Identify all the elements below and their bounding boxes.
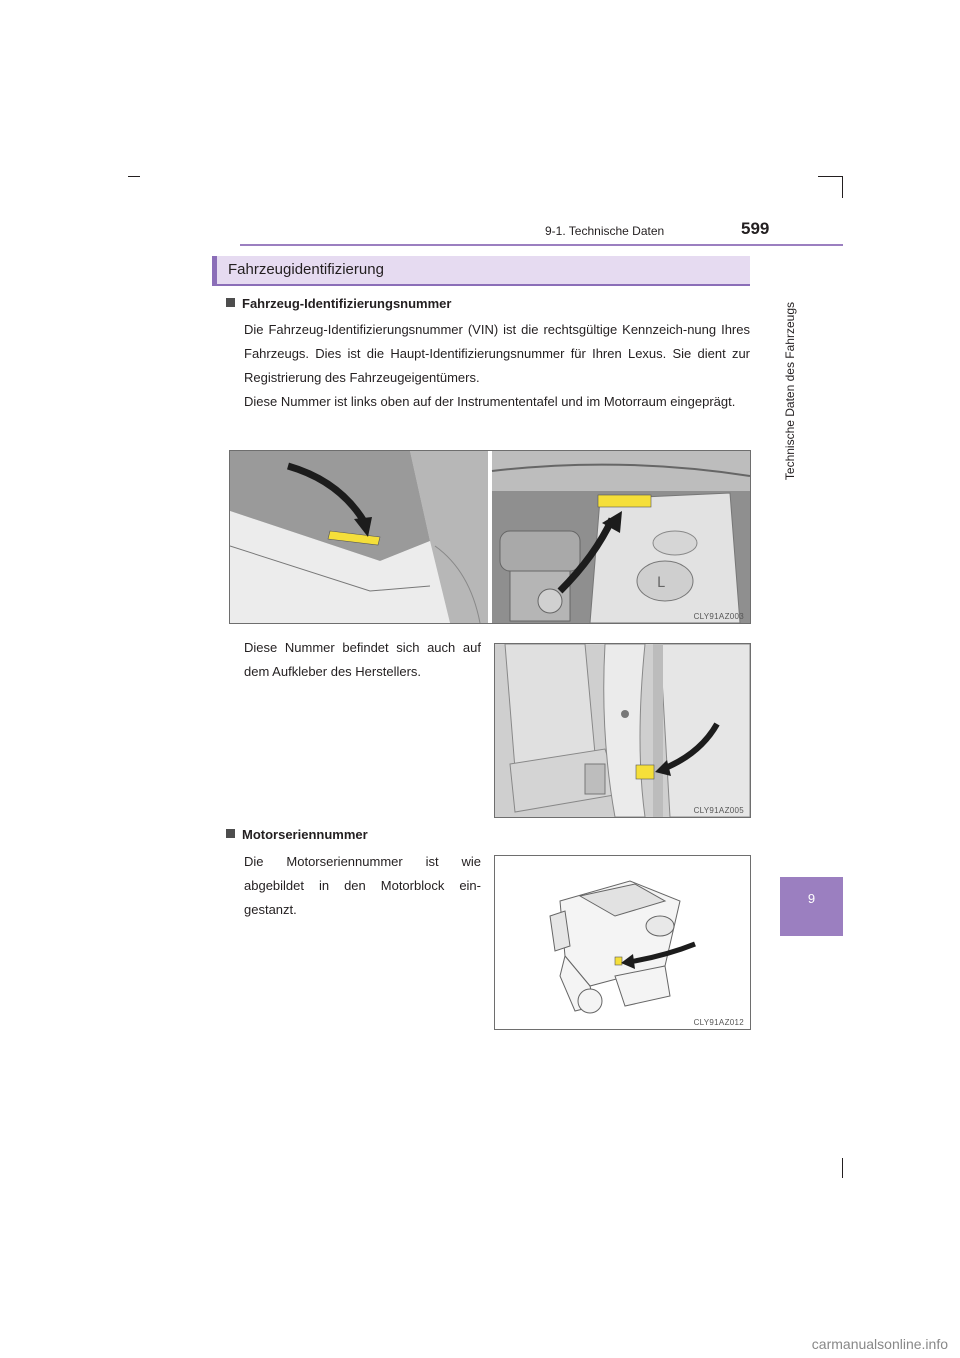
vin-label-engine xyxy=(598,495,651,507)
vin-paragraph-3: Diese Nummer befindet sich auch auf dem Aufkleber des Herstellers. xyxy=(244,640,481,679)
chapter-number: 9 xyxy=(807,891,816,906)
vin-subheading-text: Fahrzeug-Identifizierungsnummer xyxy=(242,296,452,311)
vin-locations-illustration xyxy=(230,451,750,623)
vin-paragraph-1: Die Fahrzeug-Identifizierungsnummer (VIN) ist die rechtsgültige Kennzeich-nung Ihres Fahrzeugs. Dies ist die Haupt-Identifizierungsnummer für Ihren Lexus. Sie dient zur Registrierung des Fahrzeugeigentümers. xyxy=(244,322,750,385)
section-heading xyxy=(212,256,750,286)
figure-engine-number xyxy=(494,855,751,1030)
figure-vin-locations xyxy=(229,450,751,624)
engine-subheading xyxy=(226,827,368,842)
engine-subheading-text: Motorseriennummer xyxy=(242,827,368,842)
square-bullet-icon xyxy=(226,829,235,838)
figure-code: CLY91AZ012 xyxy=(693,1018,744,1027)
svg-text:L: L xyxy=(657,575,665,591)
engine-paragraph: Die Motorseriennummer ist wie abgebildet in den Motorblock ein-gestanzt. xyxy=(244,854,481,917)
chapter-tab xyxy=(780,877,843,936)
vin-paragraph-2: Diese Nummer ist links oben auf der Instrumententafel und im Motorraum eingeprägt. xyxy=(244,394,736,409)
header-rule xyxy=(240,244,843,246)
crop-mark xyxy=(818,176,842,177)
figure-code: CLY91AZ003 xyxy=(693,612,744,621)
manufacturer-sticker xyxy=(636,765,654,779)
figure-manufacturer-label xyxy=(494,643,751,818)
crop-mark xyxy=(128,176,140,177)
engine-number-location xyxy=(615,957,622,965)
crop-mark xyxy=(842,176,843,198)
figure-code: CLY91AZ005 xyxy=(693,806,744,815)
page-number: 599 xyxy=(741,219,770,238)
crop-mark xyxy=(842,1158,843,1178)
square-bullet-icon xyxy=(226,298,235,307)
section-heading-text: Fahrzeugidentifizierung xyxy=(228,261,384,278)
door-pillar-illustration xyxy=(495,644,750,817)
vin-subheading xyxy=(226,296,451,311)
watermark: carmanualsonline.info xyxy=(811,1336,948,1352)
engine-block-illustration xyxy=(495,856,750,1029)
chapter-title-vertical: Technische Daten des Fahrzeugs xyxy=(783,302,797,481)
running-header-section: 9-1. Technische Daten xyxy=(545,224,665,238)
